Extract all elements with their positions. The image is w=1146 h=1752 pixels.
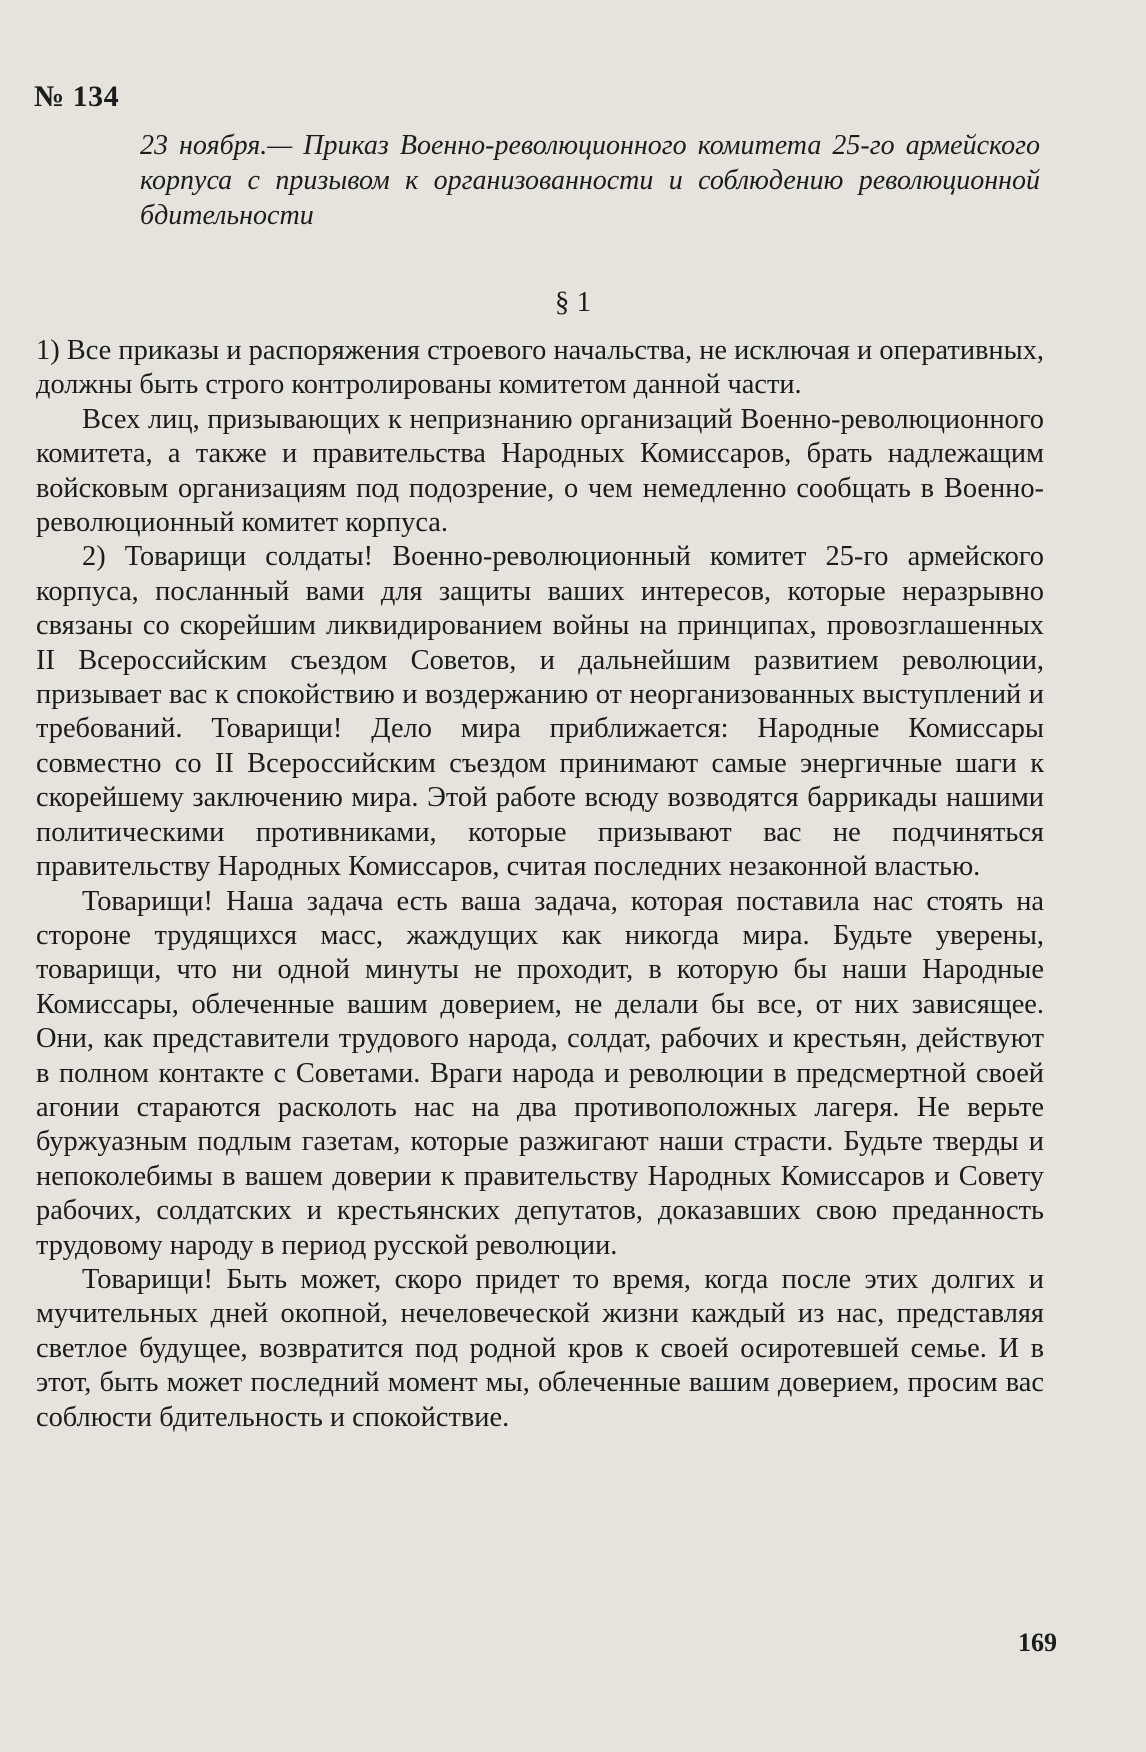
document-body: [36, 334, 1044, 1435]
paragraph: Всех лиц, призывающих к непризнанию организаций Военно-революционного комитета, а также и правительства Народных Комиссаров, брать надлежащим войсковым организациям под подозрение, о чем немедленно сообщать в Военно-революционный комитет корпуса.: [36, 403, 1044, 539]
page-number: 169: [1018, 1628, 1057, 1657]
paragraph: 2) Товарищи солдаты! Военно-революционный комитет 25-го армейского корпуса, посланный вами для защиты ваших интересов, которые неразрывно связаны со скорейшим ликвидированием войны на принципах, провозглашенных II Всероссийским съездом Советов, и дальнейшим развитием революции, призывает вас к спокойствию и воздержанию от неорганизованных выступлений и требований. Товарищи! Дело мира приближается: Народные Комиссары совместно со II Всероссийским съездом принимают самые энергичные шаги к скорейшему заключению мира. Этой работе всюду возводятся баррикады нашими политическими противниками, которые призывают вас не подчиняться правительству Народных Комиссаров, считая последних незаконной властью.: [36, 541, 1044, 883]
document-heading: 23 ноября.— Приказ Военно-революционного комитета 25-го армейского корпуса с призывом к организованности и соблюдению революционной бдительности: [140, 130, 1040, 231]
paragraph: Товарищи! Наша задача есть ваша задача, которая поставила нас стоять на стороне трудящихся масс, жаждущих как никогда мира. Будьте уверены, товарищи, что ни одной минуты не проходит, в которую бы наши Народные Комиссары, облеченные вашим доверием, не делали бы все, от них зависящее. Они, как представители трудового народа, солдат, рабочих и крестьян, действуют в полном контакте с Советами. Враги народа и революции в предсмертной своей агонии стараются расколоть нас на два противоположных лагеря. Не верьте буржуазным подлым газетам, которые разжигают наши страсти. Будьте тверды и непоколебимы в вашем доверии к правительству Народных Комиссаров и Совету рабочих, солдатских и крестьянских депутатов, доказавших свою преданность трудовому народу в период русской революции.: [36, 885, 1044, 1261]
section-marker: § 1: [554, 286, 592, 318]
paragraph: 1) Все приказы и распоряжения строевого начальства, не исключая и оперативных, должны быть строго контролированы комитетом данной части.: [36, 335, 1044, 401]
document-number: № 134: [34, 80, 120, 113]
paragraph: Товарищи! Быть может, скоро придет то время, когда после этих долгих и мучительных дней окопной, нечеловеческой жизни каждый из нас, представляя светлое будущее, возвратится под родной кров к своей осиротевшей семье. И в этот, быть может последний момент мы, облеченные вашим доверием, просим вас соблюсти бдительность и спокойствие.: [36, 1263, 1044, 1433]
